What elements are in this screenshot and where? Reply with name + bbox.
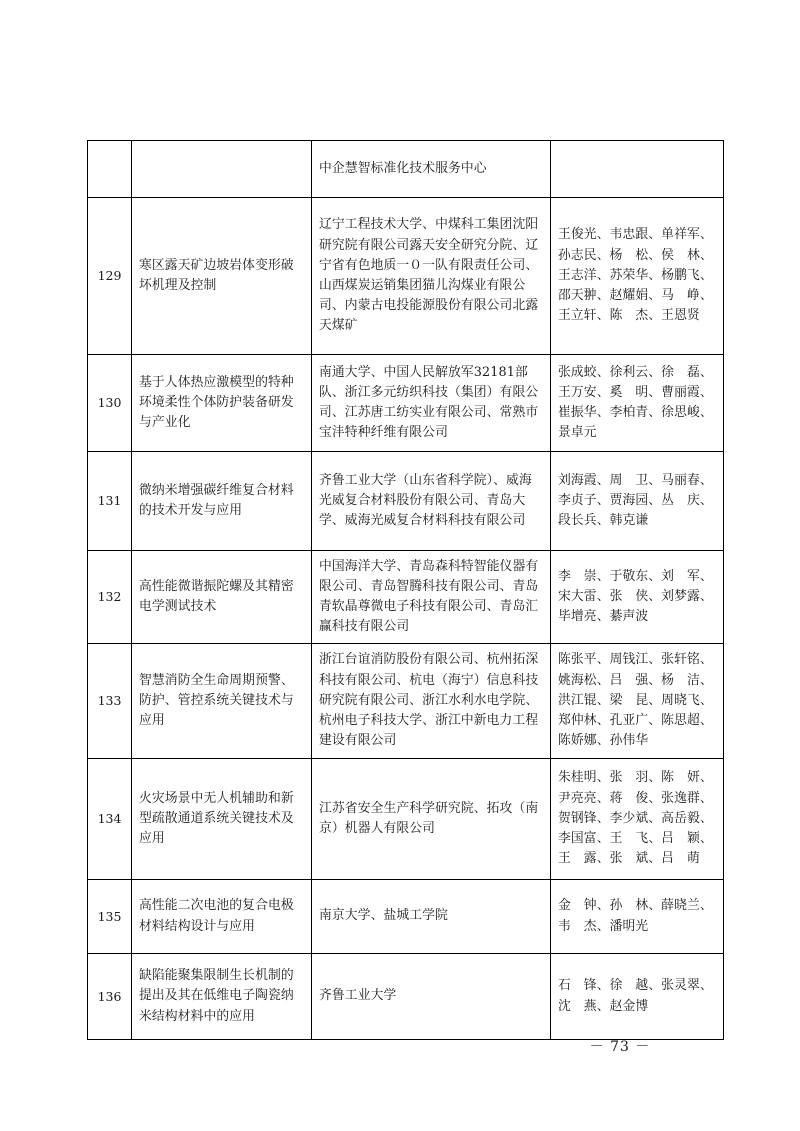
row-organizations-cell: 浙江台谊消防股份有限公司、杭州拓深科技有限公司、杭电（海宁）信息科技研究院有限公司、浙江水利水电学院、杭州电子科技大学、浙江中新电力工程建设有限公司 [312, 644, 551, 759]
awards-table [87, 140, 724, 1040]
table-row [88, 954, 724, 1040]
row-title-cell: 智慧消防全生命周期预警、防护、管控系统关键技术与应用 [132, 644, 312, 759]
row-organizations-cell: 南通大学、中国人民解放军32181部队、浙江多元纺织科技（集团）有限公司、江苏唐工纺实业有限公司、常熟市宝沣特种纤维有限公司 [312, 355, 551, 452]
row-number-cell: 129 [88, 198, 132, 355]
table-body [88, 141, 724, 1040]
row-organizations-cell: 中国海洋大学、青岛森科特智能仪器有限公司、青岛智腾科技有限公司、青岛青软晶尊微电子科技有限公司、青岛汇赢科技有限公司 [312, 551, 551, 644]
row-people-cell: 陈张平、周钱江、张轩铭、姚海松、吕 强、杨 洁、洪江锟、梁 昆、周晓飞、郑仲林、孔亚广、陈思超、陈娇娜、孙伟华 [551, 644, 724, 759]
row-number-cell: 136 [88, 954, 132, 1040]
row-organizations-cell: 江苏省安全生产科学研究院、拓攻（南京）机器人有限公司 [312, 759, 551, 880]
table-row [88, 759, 724, 880]
row-people-cell: 刘海霞、周 卫、马丽春、李贞子、贾海园、丛 庆、段长兵、韩克谦 [551, 452, 724, 551]
row-number-cell: 133 [88, 644, 132, 759]
row-number-cell: 130 [88, 355, 132, 452]
table-row [88, 551, 724, 644]
row-title-cell: 寒区露天矿边坡岩体变形破坏机理及控制 [132, 198, 312, 355]
row-people-cell: 金 钟、孙 林、薛晓兰、韦 杰、潘明光 [551, 880, 724, 954]
row-title-cell: 微纳米增强碳纤维复合材料的技术开发与应用 [132, 452, 312, 551]
table-row [88, 141, 724, 198]
row-organizations-cell: 中企慧智标准化技术服务中心 [312, 141, 551, 198]
row-number-cell: 134 [88, 759, 132, 880]
table-row [88, 452, 724, 551]
table-row [88, 644, 724, 759]
row-people-cell: 朱桂明、张 羽、陈 妍、尹亮亮、蒋 俊、张逸群、贺钢锋、李少斌、高岳毅、李国富、王 飞、吕 颖、王 露、张 斌、吕 萌 [551, 759, 724, 880]
table-row [88, 880, 724, 954]
row-number-cell: 135 [88, 880, 132, 954]
row-title-cell [132, 141, 312, 198]
row-title-cell: 高性能二次电池的复合电极材料结构设计与应用 [132, 880, 312, 954]
row-title-cell: 高性能微谐振陀螺及其精密电学测试技术 [132, 551, 312, 644]
page-footer [0, 1036, 800, 1056]
row-number-cell [88, 141, 132, 198]
row-people-cell: 张成蛟、徐利云、徐 磊、王万安、奚 明、曹丽霞、崔振华、李柏青、徐思峻、景卓元 [551, 355, 724, 452]
row-organizations-cell: 辽宁工程技术大学、中煤科工集团沈阳研究院有限公司露天安全研究分院、辽宁省有色地质一０一队有限责任公司、山西煤炭运销集团猫儿沟煤业有限公司、内蒙古电投能源股份有限公司北露天煤矿 [312, 198, 551, 355]
row-organizations-cell: 齐鲁工业大学 [312, 954, 551, 1040]
row-organizations-cell: 齐鲁工业大学（山东省科学院）、威海光威复合材料股份有限公司、青岛大学、威海光威复合材料科技有限公司 [312, 452, 551, 551]
row-people-cell: 石 锋、徐 越、张灵翠、沈 燕、赵金博 [551, 954, 724, 1040]
row-number-cell: 132 [88, 551, 132, 644]
row-title-cell: 基于人体热应激模型的特种环境柔性个体防护装备研发与产业化 [132, 355, 312, 452]
row-people-cell: 李 崇、于敬东、刘 军、宋大雷、张 侠、刘梦露、毕增亮、綦声波 [551, 551, 724, 644]
row-people-cell: 王俊光、韦忠跟、单祥军、孙志民、杨 松、侯 林、王志洋、苏荣华、杨鹏飞、邵天翀、赵耀娟、马 峥、王立轩、陈 杰、王恩贤 [551, 198, 724, 355]
row-title-cell: 缺陷能聚集限制生长机制的提出及其在低维电子陶瓷纳米结构材料中的应用 [132, 954, 312, 1040]
row-number-cell: 131 [88, 452, 132, 551]
row-people-cell [551, 141, 724, 198]
table-row [88, 355, 724, 452]
table-row [88, 198, 724, 355]
page-number: － 73 － [589, 1039, 651, 1055]
row-organizations-cell: 南京大学、盐城工学院 [312, 880, 551, 954]
row-title-cell: 火灾场景中无人机辅助和新型疏散通道系统关键技术及应用 [132, 759, 312, 880]
